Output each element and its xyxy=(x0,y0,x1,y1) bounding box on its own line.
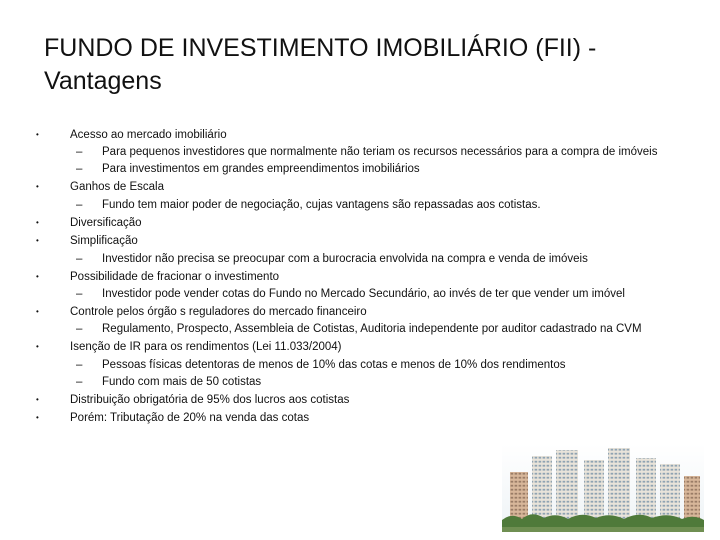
list-item-text: Isenção de IR para os rendimentos (Lei 11.033/2004) xyxy=(70,341,342,354)
list-item-text: Ganhos de Escala xyxy=(70,181,164,194)
sub-item-text: Pessoas físicas detentoras de menos de 10% das cotas e menos de 10% dos rendimentos xyxy=(102,358,566,371)
buildings-image xyxy=(502,444,704,532)
dash-marker: – xyxy=(76,163,83,176)
list-item xyxy=(36,391,676,409)
bullet-marker: • xyxy=(36,182,39,192)
list-item xyxy=(36,338,676,356)
list-item xyxy=(36,268,676,286)
dash-marker: – xyxy=(76,198,83,211)
dash-marker: – xyxy=(76,375,83,388)
sub-item-text: Fundo tem maior poder de negociação, cujas vantagens são repassadas aos cotistas. xyxy=(102,198,541,211)
bullet-marker: • xyxy=(36,307,39,317)
bullet-marker: • xyxy=(36,271,39,281)
dash-marker: – xyxy=(76,146,83,159)
sub-item-text: Fundo com mais de 50 cotistas xyxy=(102,375,262,388)
sub-item xyxy=(36,357,676,374)
list-item-text: Porém: Tributação de 20% na venda das cotas xyxy=(70,412,310,425)
sub-item xyxy=(36,321,676,338)
sub-item-text: Para investimentos em grandes empreendimentos imobiliários xyxy=(102,163,420,176)
list-item-text: Diversificação xyxy=(70,216,142,229)
dash-marker: – xyxy=(76,323,83,336)
sub-item-text: Para pequenos investidores que normalmente não teriam os recursos necessários para a compra de imóveis xyxy=(102,146,658,159)
sub-item-text: Regulamento, Prospecto, Assembleia de Cotistas, Auditoria independente por auditor cadastrado na CVM xyxy=(102,323,642,336)
bullet-marker: • xyxy=(36,342,39,352)
list-item-text: Controle pelos órgão s reguladores do mercado financeiro xyxy=(70,306,367,319)
list-item-text: Acesso ao mercado imobiliário xyxy=(70,129,227,141)
list-item-text: Distribuição obrigatória de 95% dos lucros aos cotistas xyxy=(70,393,350,406)
sub-item xyxy=(36,144,676,161)
list-item xyxy=(36,232,676,250)
dash-marker: – xyxy=(76,358,83,371)
list-item xyxy=(36,178,676,196)
list-item xyxy=(36,126,676,144)
bullet-marker: • xyxy=(36,236,39,246)
bullet-list xyxy=(36,126,676,428)
dash-marker: – xyxy=(76,252,83,265)
sub-item xyxy=(36,161,676,178)
sub-item xyxy=(36,286,676,303)
list-item xyxy=(36,303,676,321)
sub-item xyxy=(36,374,676,391)
list-item xyxy=(36,409,676,427)
list-item xyxy=(36,214,676,232)
bullet-marker: • xyxy=(36,217,39,227)
list-item-text: Simplificação xyxy=(70,235,138,248)
sub-item xyxy=(36,251,676,268)
ground xyxy=(502,527,704,532)
list-item-text: Possibilidade de fracionar o investimento xyxy=(70,270,280,283)
sub-item xyxy=(36,197,676,214)
sub-item-text: Investidor pode vender cotas do Fundo no Mercado Secundário, ao invés de ter que vender um imóvel xyxy=(102,288,625,301)
bullet-marker: • xyxy=(36,130,39,139)
sub-item-text: Investidor não precisa se preocupar com a burocracia envolvida na compra e venda de imóveis xyxy=(102,252,588,265)
slide-title: FUNDO DE INVESTIMENTO IMOBILIÁRIO (FII) - Vantagens xyxy=(44,34,597,95)
bullet-marker: • xyxy=(36,394,39,404)
dash-marker: – xyxy=(76,288,83,301)
bullet-marker: • xyxy=(36,413,39,423)
